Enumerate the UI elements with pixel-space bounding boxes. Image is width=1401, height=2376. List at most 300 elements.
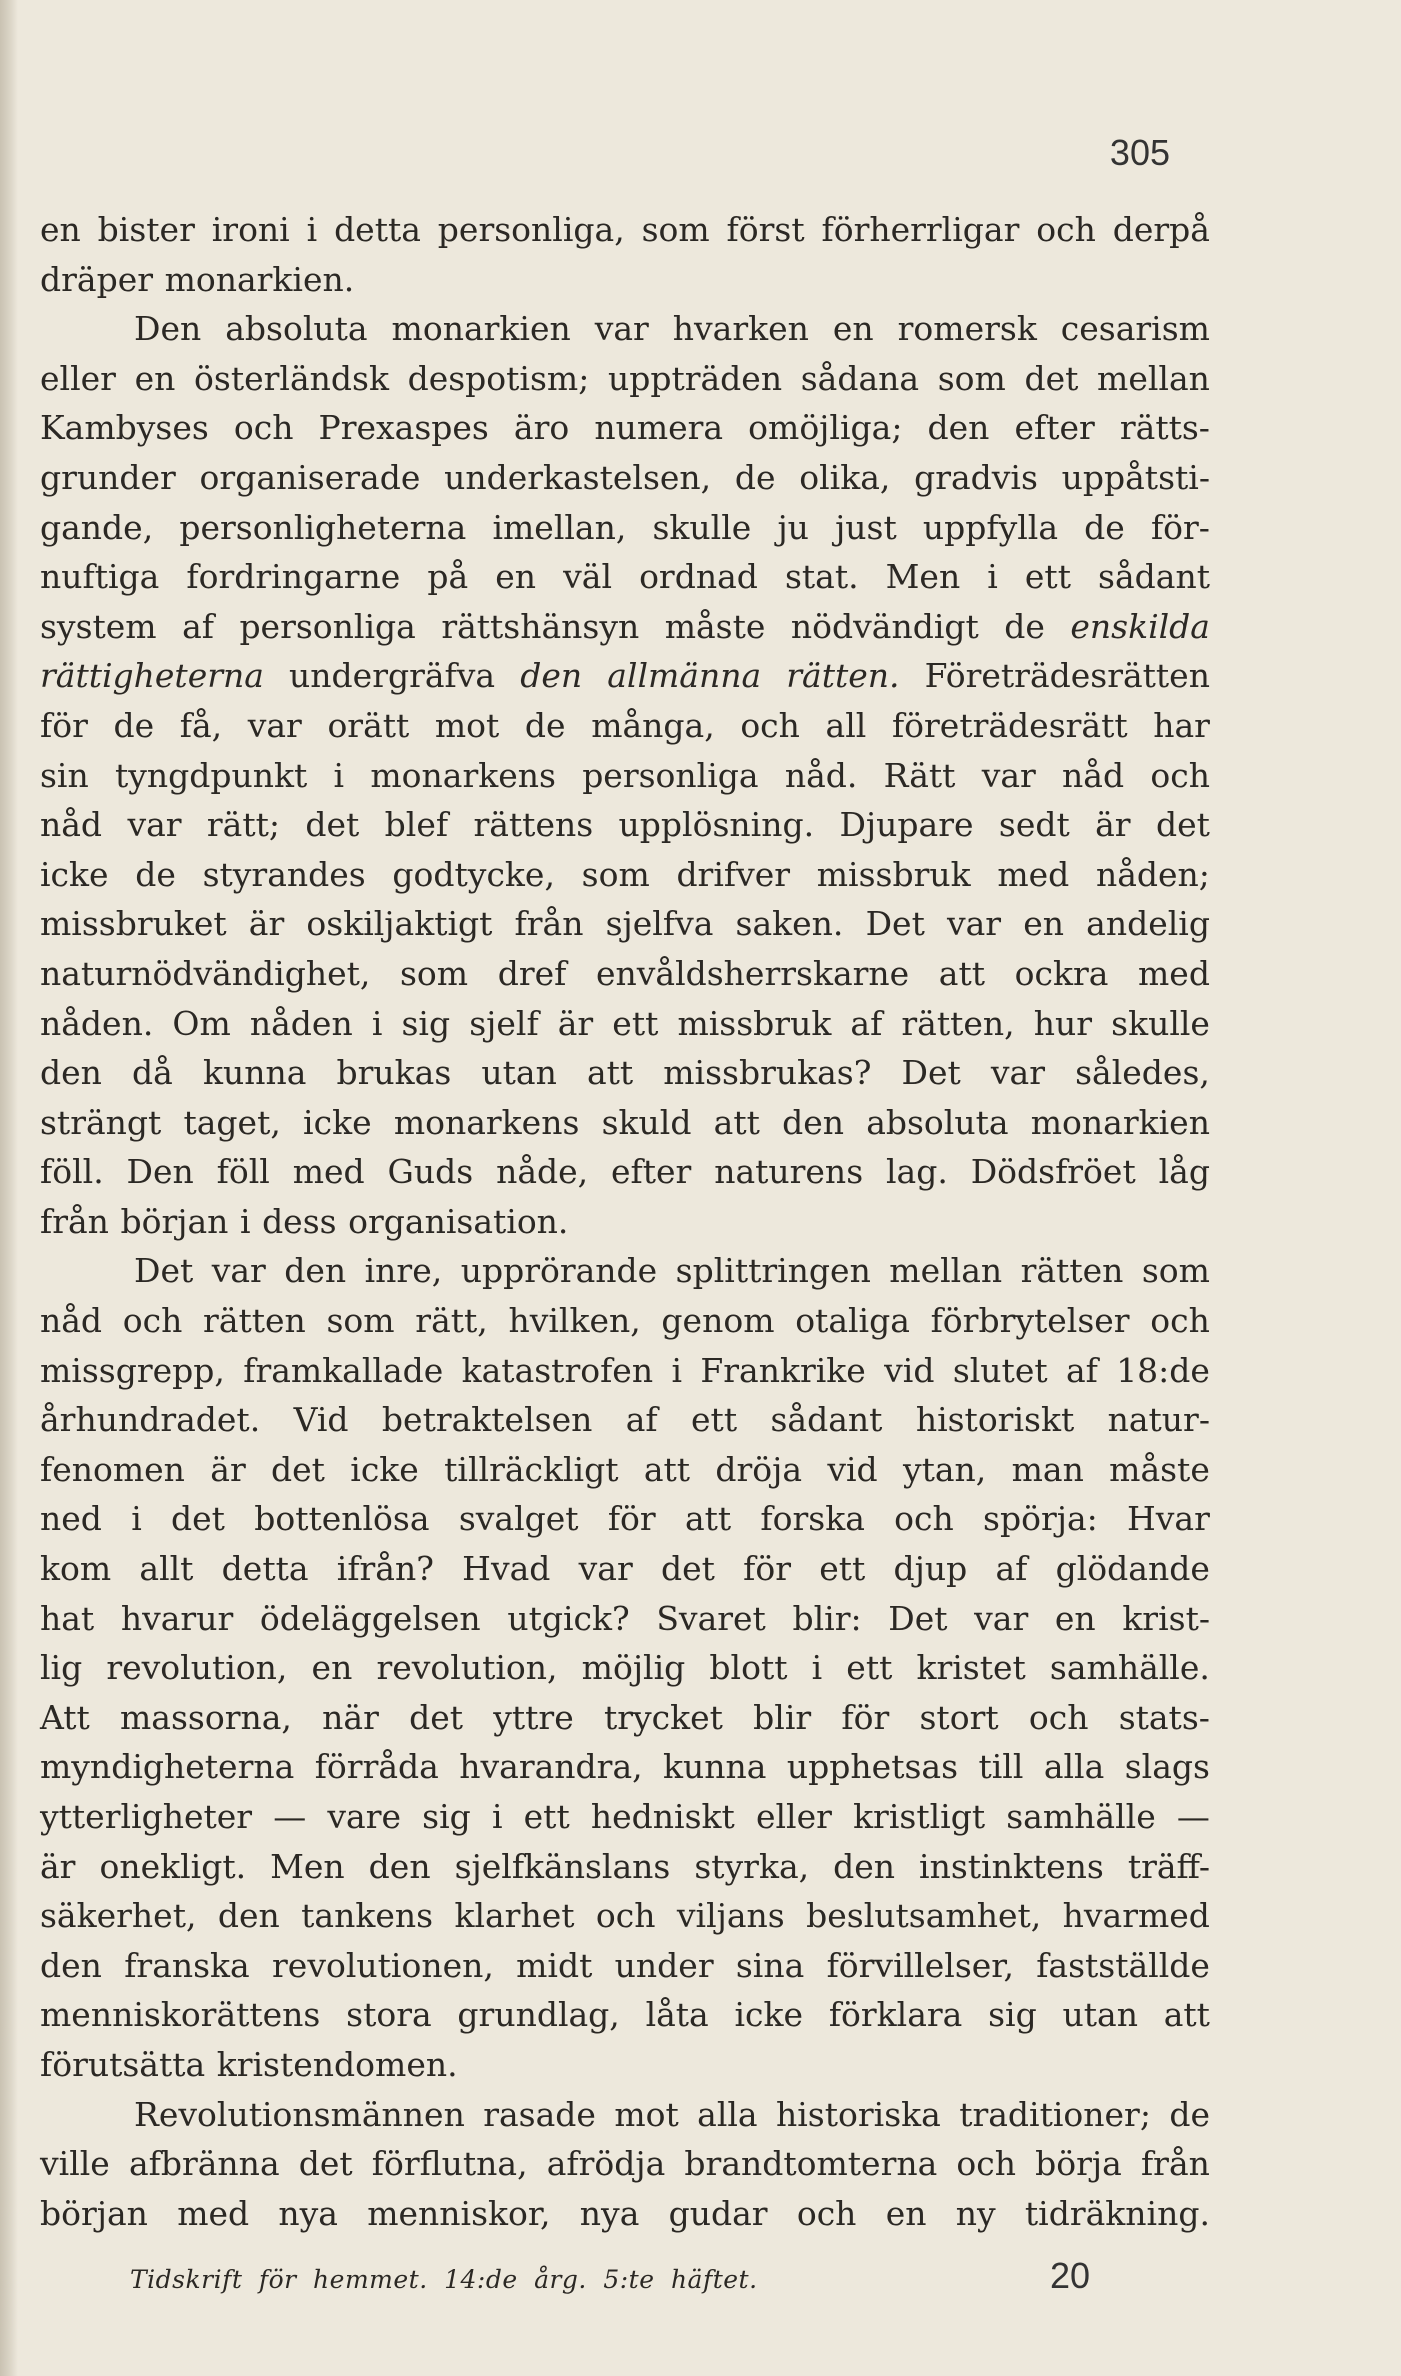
word: sådant [1098,557,1210,597]
word: missbruket [40,904,227,944]
word: var [594,309,649,349]
word: blir [753,1697,812,1737]
word: Revolutionsmännen [134,2094,465,2134]
text-line [40,1594,1210,1644]
word: Frankrike [700,1350,866,1390]
word: trycket [603,1697,723,1737]
word: stora [346,1995,432,2035]
word: bottenlösa [254,1499,430,1539]
journal-footer: Tidskrift för hemmet. 14:de årg. 5:te häftet. [130,2265,758,2294]
word: vid [827,1449,878,1489]
word: ett [846,1648,893,1688]
text-line [40,503,1210,553]
word: rätts- [1119,408,1210,448]
word: rätt; [206,805,280,845]
word: den [782,1102,844,1142]
word: Den [126,1152,194,1192]
word: ju [777,507,809,547]
word: en [40,210,81,249]
word: skulle [1111,1003,1210,1043]
word: monarkens [393,1102,580,1142]
word: från [40,1201,109,1241]
word: framkallade [243,1350,444,1390]
word: brandtomterna [684,2144,938,2184]
text-line [40,651,1210,701]
word: ifrån? [336,1549,434,1589]
word: allt [139,1549,194,1589]
text-line [40,949,1210,999]
word: mellan [889,1251,1003,1291]
word: låta [645,1995,709,2035]
word: en [1054,1598,1096,1638]
word: Prexaspes [318,408,489,448]
word: i [811,1648,823,1688]
word: nödvändigt [790,606,979,646]
word: absoluta [866,1102,1009,1142]
word: natur- [1107,1400,1210,1440]
word: mot [434,705,500,745]
word: uppåtsti- [1061,457,1210,497]
word: dräper [40,259,154,299]
word: dref [497,953,567,993]
word: samhälle [1006,1797,1156,1836]
word: hvilken, [508,1301,641,1341]
text-line [40,1246,1210,1296]
word: nåd. [784,755,858,795]
word: kristet [916,1648,1026,1688]
word: förklara [828,1995,963,2035]
word: företrädesrätt [891,705,1128,745]
word: derpå [1112,210,1210,249]
text-line [40,2189,1210,2239]
word: krist- [1122,1598,1210,1638]
text-line [40,552,1210,602]
word: och [796,2193,857,2233]
word: de [734,457,776,497]
text-line [40,1693,1210,1743]
word: Svaret [656,1598,766,1638]
word: skulle [652,507,752,547]
word: franska [124,1945,250,1985]
word: börja [1035,2144,1122,2184]
word: och [1036,210,1096,249]
text-line [40,1742,1210,1792]
word: revolutionen, [272,1945,494,1985]
word: betraktelsen [381,1400,593,1440]
word: nåd [1062,755,1125,795]
word: kristligt [853,1797,986,1836]
word: som [641,210,710,249]
word: rätten [203,1301,306,1341]
word: organiserade [199,457,421,497]
word: föll. [40,1152,104,1192]
text-line [40,453,1210,503]
word: ett [691,1400,738,1440]
word: icke [350,1449,419,1489]
word: cesarism [1060,309,1210,349]
word: spörja: [983,1499,1098,1539]
word: detta [334,210,421,249]
word: således, [1075,1053,1210,1093]
word: hvarmed [1062,1896,1210,1936]
word: var [974,1598,1029,1638]
text-line [40,1842,1210,1892]
word: som [581,854,650,894]
word: missbruk [816,854,971,894]
word: blef [384,805,449,845]
word: sedt [998,805,1070,845]
word: när [322,1697,379,1737]
body-text [40,205,1210,2238]
word: ett [1024,557,1071,597]
word: är [1095,805,1131,845]
word: Det [865,904,925,944]
word: den [284,1251,347,1291]
word: kristendomen. [216,2044,458,2084]
word: historiska [776,2094,941,2134]
text-line [40,800,1210,850]
word: hvarur [120,1598,234,1638]
text-line [40,1643,1210,1693]
word: forska [760,1499,865,1539]
word: och [122,1301,183,1341]
word: organisation. [348,1201,569,1241]
word: tidräkning. [1024,2193,1210,2233]
word: var [946,904,1002,944]
word: alla [697,2094,758,2134]
word: för- [1150,507,1210,547]
word: hur [1033,1003,1093,1043]
word: det [660,1549,715,1589]
word: nåden; [1095,854,1210,894]
text-line [40,1197,1210,1247]
word: den [927,408,990,448]
word: ytterligheter [40,1797,253,1836]
word: det [271,1449,325,1489]
word: som [1141,1251,1210,1291]
text-line [40,999,1210,1049]
word: blott [709,1648,788,1688]
word: dröja [715,1449,803,1489]
word: nya [579,2193,640,2233]
word: rätten, [901,1003,1015,1043]
word: att [684,1499,732,1539]
word: en [311,1648,353,1688]
word: Vid [293,1400,349,1440]
word: Djupare [839,805,974,845]
word: kunna [663,1747,767,1787]
word: rätten [1020,1251,1124,1291]
binding-edge [0,0,18,2376]
word: sin [40,755,89,795]
word: ett [612,1003,659,1043]
word: och [894,1499,954,1539]
word: i [239,1201,251,1241]
word: brukas [336,1053,452,1093]
word: envåldsherrskarne [595,953,910,993]
word: en [134,358,176,398]
word: — [273,1797,307,1836]
word: fastställde [1036,1945,1210,1985]
word: förbrytelser [930,1301,1130,1341]
word: blir: [792,1598,862,1638]
text-line [40,2090,1210,2140]
word: mellan [1097,358,1210,398]
word: godtycke, [392,854,555,894]
word: en [832,309,874,349]
word: ny [955,2193,996,2233]
word: nya [278,2193,338,2233]
word: från [514,904,584,944]
word: dess [262,1201,337,1241]
word: var [578,1549,633,1589]
word: menniskorättens [40,1995,321,2035]
word: ville [40,2144,110,2184]
word: sjelf [469,1003,539,1043]
word: fenomen [40,1449,185,1489]
word: viljans [676,1896,785,1936]
word: att [938,953,985,993]
word: nåd [40,805,103,845]
word: slutet [952,1350,1048,1390]
text-line [40,1346,1210,1396]
text-line [40,1098,1210,1148]
word: ockra [1014,953,1109,993]
text-line [40,899,1210,949]
word: personliga [239,606,416,646]
word: Att [40,1697,90,1737]
word: stat. [784,557,859,597]
word: var [127,805,182,845]
word: och [595,1896,656,1936]
word: måste [1109,1449,1210,1489]
word: att [713,1102,760,1142]
word: nuftiga [40,557,160,597]
word: system [40,606,157,646]
word: personliga, [437,210,625,249]
word: att [643,1449,691,1489]
word: splittringen [675,1251,871,1291]
word: utan [481,1053,557,1093]
word: monarkien [391,309,571,349]
word: katastrofen [461,1350,654,1390]
word: af [182,606,214,646]
word: monarkien. [164,259,355,299]
word: naturnödvändighet, [40,953,371,993]
word: undergräfva [289,656,496,696]
word: vare [327,1797,401,1836]
word: stort [919,1697,999,1737]
word: styrandes [202,854,366,894]
word: massorna, [120,1697,292,1737]
word: kunna [202,1053,307,1093]
word: Men [885,557,961,597]
word: var [990,1053,1045,1093]
word: föll [216,1152,270,1192]
word: traditioner; [959,2094,1151,2134]
word: var [247,705,302,745]
word: möjlig [581,1648,686,1688]
text-line [40,1544,1210,1594]
word: sjelfkänslans [454,1846,671,1886]
word: rättens [473,805,594,845]
word: all [825,705,867,745]
word: saken. [735,904,844,944]
word: är [210,1449,246,1489]
word: vid [884,1350,935,1390]
word: tankens [301,1896,434,1936]
text-line [40,1941,1210,1991]
text-line [40,304,1210,354]
word: hat [40,1598,95,1638]
word: den [368,1846,431,1886]
word: slags [1124,1747,1210,1787]
word: förråda [314,1747,439,1787]
word: personligheterna [179,507,467,547]
word: den [40,1945,102,1985]
word: det [171,1499,225,1539]
word: det [305,805,360,845]
word: Om [172,1003,231,1043]
word: att [586,1053,634,1093]
text-line [40,205,1210,255]
word: från [1140,2144,1210,2184]
word: romersk [897,309,1037,349]
word: 18:de [1116,1350,1210,1390]
word: den [833,1846,896,1886]
word: var [981,755,1036,795]
word: strängt [40,1102,162,1142]
text-line [40,1445,1210,1495]
word: med [177,2193,250,2233]
word: — [1176,1797,1210,1836]
word: kom [40,1549,112,1589]
word: Den [134,309,202,349]
word: i [131,1499,142,1539]
text-line [40,1296,1210,1346]
word: eller [40,358,116,398]
word: fordringarne [186,557,401,597]
word: rätt, [415,1301,488,1341]
word: af [1065,1350,1098,1390]
word: upplösning. [618,805,815,845]
text-line [40,2139,1210,2189]
word: mot [614,2094,679,2134]
word: historiskt [915,1400,1075,1440]
word: taget, [183,1102,281,1142]
word: af [995,1549,1028,1589]
word: Det [134,1251,194,1291]
word: sig [988,1995,1037,2035]
word: just [835,507,897,547]
word: oskiljaktigt [306,904,493,944]
word: början [40,2193,148,2233]
word: det [1155,805,1210,845]
word: olika, [799,457,891,497]
word: österländsk [194,358,389,398]
word: grunder [40,457,176,497]
word: först [726,210,805,249]
word: underkastelsen, [444,457,712,497]
word: monarkien [1030,1102,1210,1142]
word: och [233,408,294,448]
page-footer [130,2255,1090,2297]
word: de [524,705,566,745]
word: ned [40,1499,102,1539]
word: eller [755,1797,832,1836]
word: med [1138,953,1210,993]
word: under [614,1945,714,1985]
word: ironi [211,210,290,249]
word: rasade [483,2094,596,2134]
word: afbränna [128,2144,280,2184]
word: Rätt [883,755,956,795]
word: få, [179,705,223,745]
word: ett [523,1797,570,1836]
word: ytan, [902,1449,987,1489]
word: den [520,656,583,696]
word: upprörande [460,1251,658,1291]
word: nåd [40,1301,103,1341]
text-line [40,354,1210,404]
word: icke [303,1102,372,1142]
word: upphetsas [786,1747,959,1787]
word: svalget [458,1499,579,1539]
word: naturens [714,1152,864,1192]
word: utan [1062,1995,1138,2035]
word: Guds [387,1152,474,1192]
word: nåde, [496,1152,589,1192]
word: monarkens [370,755,556,795]
word: Kambyses [40,408,209,448]
word: glödande [1055,1549,1210,1589]
word: tillräckligt [444,1449,619,1489]
word: och [956,2144,1017,2184]
word: de [113,705,155,745]
word: yttre [493,1697,574,1737]
word: uppträden [607,358,783,398]
text-line [40,1891,1210,1941]
word: ödeläggelsen [259,1598,481,1638]
text-line [40,1792,1210,1842]
word: otaliga [795,1301,910,1341]
word: då [132,1053,173,1093]
word: hedniskt [590,1797,735,1836]
word: äro [513,408,570,448]
word: allmänna [607,656,762,696]
word: uppfylla [922,507,1059,547]
word: för [607,1499,656,1539]
word: absoluta [225,309,368,349]
word: det [1024,358,1079,398]
word: väl [563,557,612,597]
word: myndigheterna [40,1747,295,1787]
word: enskilda [1070,606,1210,646]
word: instinktens [919,1846,1104,1886]
word: despotism; [407,358,590,398]
word: har [1153,705,1210,745]
word: orätt [327,705,410,745]
word: menniskor, [367,2193,551,2233]
text-line [40,1395,1210,1445]
word: i [987,557,998,597]
word: omöjliga; [748,408,903,448]
text-line [40,1494,1210,1544]
word: rättshänsyn [441,606,640,646]
word: grundlag, [457,1995,620,2035]
text-line [40,701,1210,751]
word: drifver [676,854,791,894]
